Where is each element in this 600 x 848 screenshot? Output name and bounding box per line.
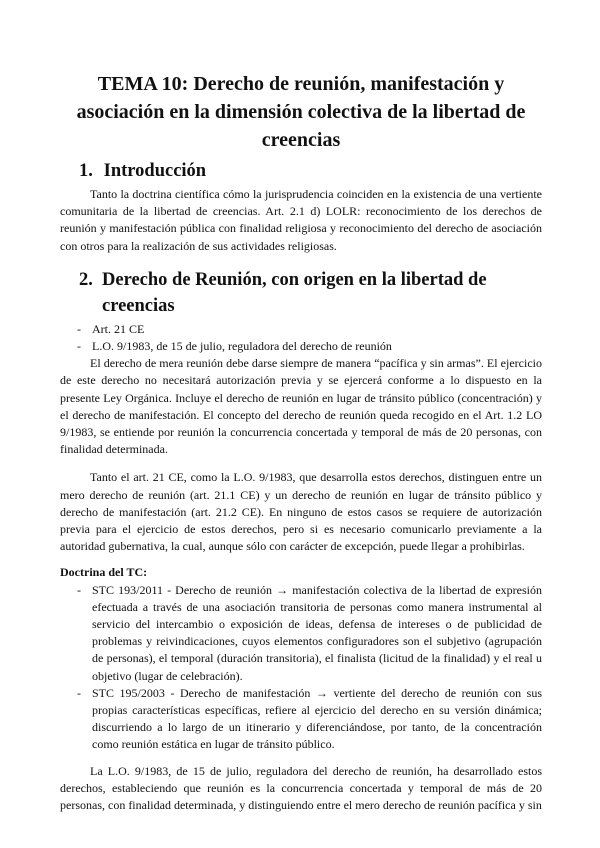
list-item xyxy=(60,321,542,338)
section-2-heading xyxy=(60,267,542,319)
list-item-text: STC 193/2011 - Derecho de reunión → manifestación colectiva de la libertad de expresión efectuada a través de una asociación transitoria de personas como manera instrumental al servicio del intercambio o exposición de ideas, defensa de intereses o de publicidad de problemas y reivindicaciones, cuyos elementos configuradores son el subjetivo (agrupación de personas), el temporal (duración transitoria), el finalista (licitud de la finalidad) y el real u objetivo (lugar de celebración). xyxy=(92,582,542,683)
list-item xyxy=(60,582,542,685)
dash-bullet: - xyxy=(77,321,81,336)
section-2-paragraph-1: El derecho de mera reunión debe darse siempre de manera “pacífica y sin armas”. El ejercicio de este derecho no necesitará autorización previa y se ejercerá conforme a lo dispuesto en la presente Ley Orgánica. Incluye el derecho de reunión en lugar de tránsito público (concentración) y el derecho de manifestación. El concepto del derecho de reunión queda recogido en el Art. 1.2 LO 9/1983, se entiende por reunión la concurrencia concertada y temporal de más de 20 personas, con finalidad determinada. xyxy=(60,356,542,457)
legal-references-list xyxy=(60,321,542,355)
list-item xyxy=(60,685,542,754)
section-1-number: 1. xyxy=(79,161,93,181)
section-2-paragraph-3: La L.O. 9/1983, de 15 de julio, reguladora del derecho de reunión, ha desarrollado estos derechos, estableciendo que reunión es la concurrencia concertada y temporal de más de 20 personas, con finalidad determinada, y distinguiendo entre el mero derecho de reunión pacífica y sin xyxy=(60,763,542,813)
dash-bullet: - xyxy=(77,339,81,354)
list-item-text: Art. 21 CE xyxy=(92,321,145,336)
section-1-title: Introducción xyxy=(103,161,207,181)
section-2-paragraph-2: Tanto el art. 21 CE, como la L.O. 9/1983, que desarrolla estos derechos, distinguen entre un mero derecho de reunión (art. 21.1 CE) y un derecho de reunión en lugar de tránsito público y derecho de manifestación (art. 21.2 CE). En ninguno de estos casos se requiere de autorización previa para el ejercicio de estos derechos, pero si es necesario comunicarlo previamente a la autoridad gubernativa, la cual, aunque sólo con carácter de excepción, puede llegar a prohibirlas. xyxy=(60,470,542,554)
doctrina-heading: Doctrina del TC: xyxy=(60,565,148,580)
document-title: TEMA 10: Derecho de reunión, manifestación y asociación en la dimensión colectiva de la libertad de creencias xyxy=(76,73,526,151)
list-item xyxy=(60,338,542,355)
doctrina-list xyxy=(60,582,542,754)
list-item-text: L.O. 9/1983, de 15 de julio, reguladora del derecho de reunión xyxy=(92,339,392,354)
section-1-paragraph: Tanto la doctrina científica cómo la jurisprudencia coinciden en la existencia de una vertiente comunitaria de la libertad de creencias. Art. 2.1 d) LOLR: reconocimiento de los derechos de reunión y manifestación pública con finalidad religiosa y reconocimiento del derecho de asociación con otros para la realización de sus actividades religiosas. xyxy=(60,187,542,253)
section-2-title-line2: creencias xyxy=(102,295,175,316)
section-2-title-line1: Derecho de Reunión, con origen en la libertad de xyxy=(102,269,487,290)
section-2-number: 2. xyxy=(79,269,93,290)
dash-bullet: - xyxy=(77,685,81,700)
list-item-text: STC 195/2003 - Derecho de manifestación → vertiente del derecho de reunión con sus propias características específicas, refiere al ejercicio del derecho en su versión dinámica; discurriendo a lo largo de un itinerario y diferenciándose, por tanto, de la concentración como reunión estática en lugar de tránsito público. xyxy=(92,685,542,752)
section-1-heading xyxy=(60,160,542,182)
dash-bullet: - xyxy=(77,582,81,597)
